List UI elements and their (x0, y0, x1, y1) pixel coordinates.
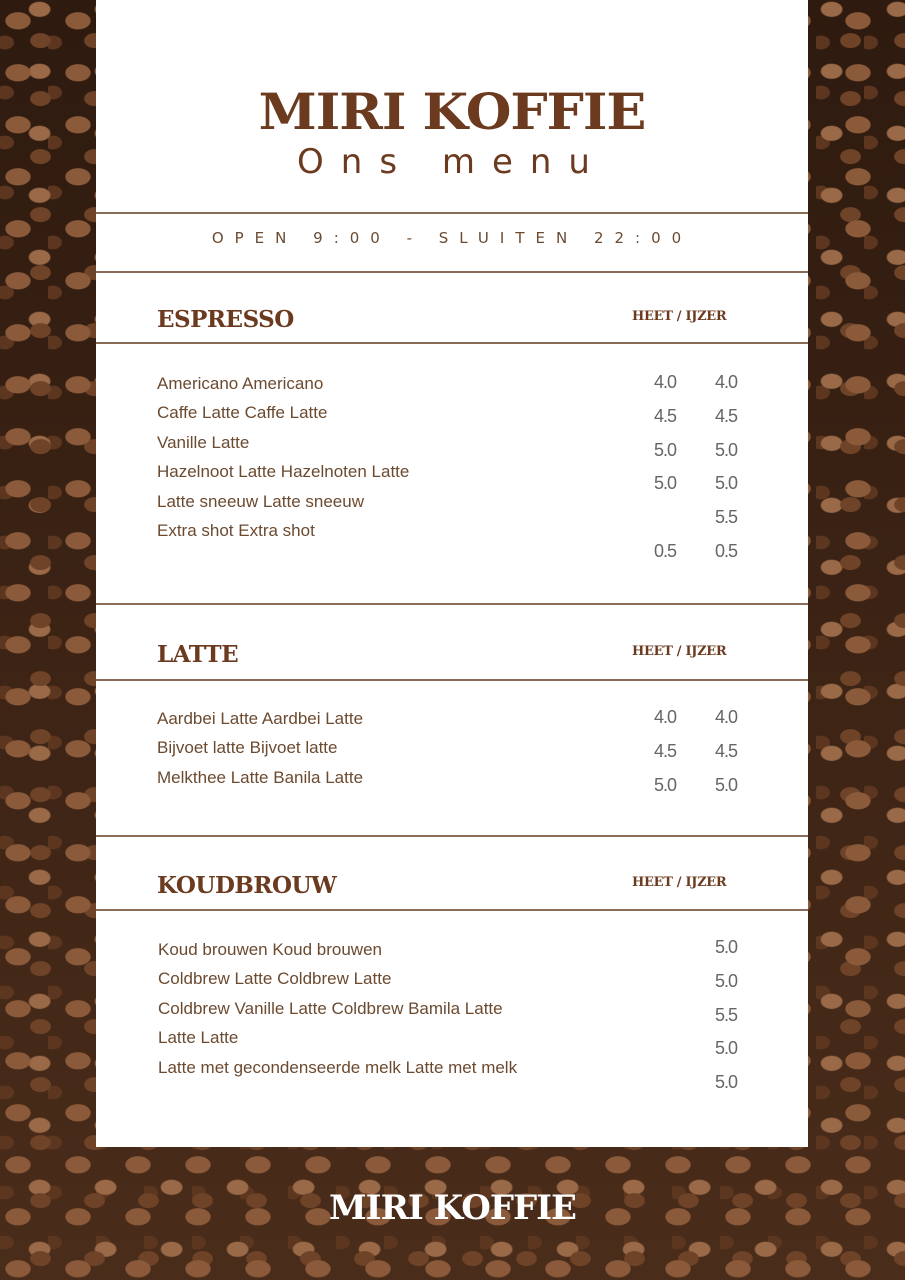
item-list (157, 704, 363, 792)
section-title-latte: LATTE (157, 641, 239, 668)
price: 4.0 (715, 707, 738, 727)
divider (96, 835, 808, 837)
price: 0.5 (715, 540, 738, 561)
list-item: Latte sneeuw Latte sneeuw (157, 491, 364, 511)
column-header: HEET / IJZER (632, 875, 727, 890)
price: 5.0 (715, 970, 738, 991)
list-item: Vanille Latte (157, 432, 250, 452)
price: 4.0 (654, 707, 677, 727)
price: 5.0 (654, 439, 677, 460)
price: 4.0 (715, 372, 738, 392)
list-item: Latte met gecondenseerde melk Latte met melk (158, 1057, 518, 1077)
price: 5.0 (715, 1038, 738, 1059)
opening-hours: OPEN 9:00 - SLUITEN 22:00 (211, 229, 693, 247)
column-header: HEET / IJZER (632, 309, 727, 324)
price: 5.5 (715, 507, 738, 528)
list-item: Latte Latte (158, 1028, 239, 1048)
divider (96, 909, 808, 911)
list-item: Caffe Latte Caffe Latte (157, 403, 328, 423)
list-item: Coldbrew Latte Coldbrew Latte (158, 969, 392, 989)
price: 5.0 (715, 1072, 738, 1093)
iced-prices (715, 931, 737, 1100)
price: 5.0 (715, 473, 738, 494)
list-item: Americano Americano (157, 374, 324, 393)
divider (96, 603, 808, 605)
price: 5.0 (715, 774, 738, 795)
hot-prices (654, 701, 676, 802)
item-list (158, 935, 517, 1082)
list-item: Hazelnoot Latte Hazelnoten Latte (157, 462, 410, 482)
hot-prices (654, 366, 676, 569)
menu-subtitle: Ons menu (297, 142, 607, 182)
iced-prices (715, 701, 737, 802)
list-item: Bijvoet latte Bijvoet latte (157, 738, 338, 758)
divider (96, 212, 808, 214)
price: 4.5 (654, 740, 677, 761)
price: 5.0 (654, 774, 677, 795)
price (654, 501, 676, 535)
price: 5.0 (654, 473, 677, 494)
list-item: Extra shot Extra shot (157, 521, 315, 541)
section-title-koudbrouw: KOUDBROUW (157, 872, 337, 899)
divider (96, 679, 808, 681)
divider (96, 342, 808, 344)
brand-title: MIRI KOFFIE (258, 82, 646, 141)
list-item: Aardbei Latte Aardbei Latte (157, 709, 364, 728)
price: 5.5 (715, 1004, 738, 1025)
divider (96, 271, 808, 273)
price: 5.0 (715, 937, 738, 957)
list-item: Melkthee Latte Banila Latte (157, 767, 364, 787)
iced-prices (715, 366, 737, 569)
menu-card (96, 0, 808, 1147)
price: 4.5 (715, 405, 738, 426)
list-item: Koud brouwen Koud brouwen (158, 940, 382, 959)
price: 4.0 (654, 372, 677, 392)
price: 5.0 (715, 439, 738, 460)
section-title-espresso: ESPRESSO (157, 306, 294, 333)
column-header: HEET / IJZER (632, 644, 727, 659)
price: 4.5 (654, 405, 677, 426)
footer-brand: MIRI KOFFIE (329, 1188, 576, 1228)
price: 0.5 (654, 540, 677, 561)
list-item: Coldbrew Vanille Latte Coldbrew Bamila Latte (158, 998, 503, 1018)
item-list (157, 369, 409, 545)
price: 4.5 (715, 740, 738, 761)
